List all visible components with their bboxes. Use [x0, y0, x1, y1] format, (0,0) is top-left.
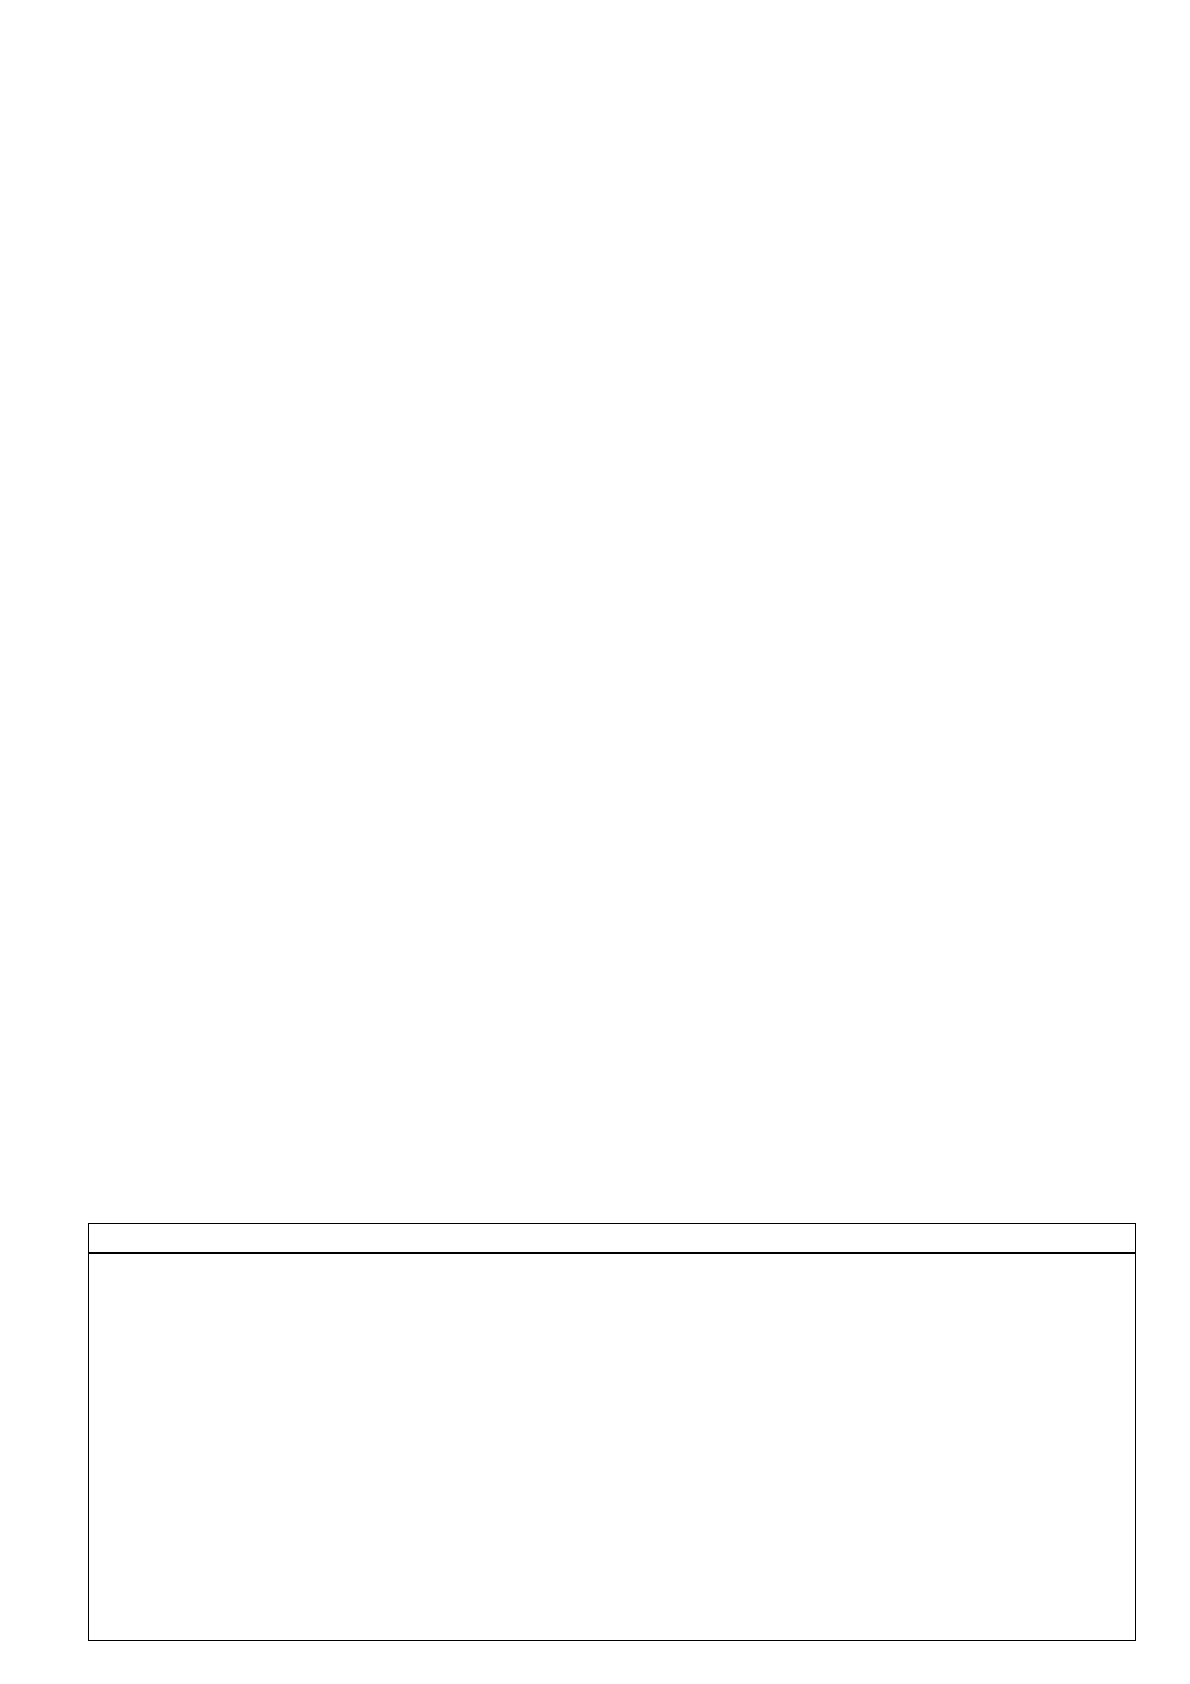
- section-divider: [63, 357, 1136, 367]
- info-panel-header: [89, 1224, 1135, 1254]
- info-panel: [88, 1223, 1136, 1641]
- info-panel-body: [89, 1256, 1135, 1640]
